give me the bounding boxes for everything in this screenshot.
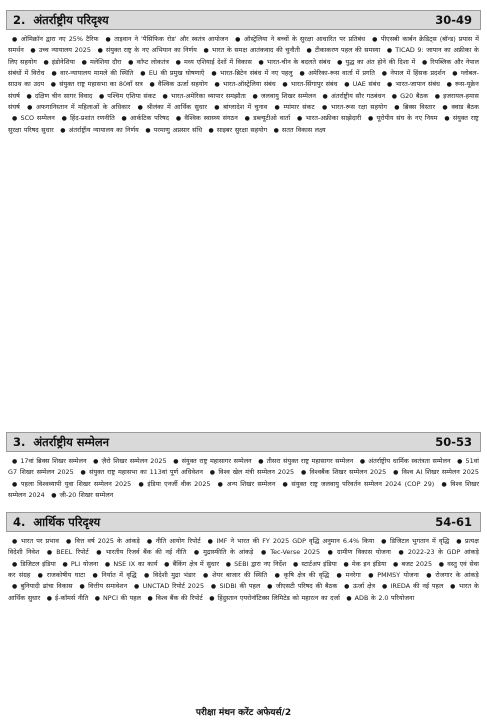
topic-item: ● म्यांमार संकट [270,103,314,111]
topic-item: ● UNCTAD रिपोर्ट 2025 [130,582,204,590]
topic-item: ● बैंकिंग क्षेत्र में सुधार [160,560,219,568]
topic-item: ● मुद्रास्फीति के आंकड़े [190,548,254,556]
topic-item: ● श्रीलंका में आर्थिक सुधार [134,103,207,111]
topic-item: ● परमाणु अप्रसार संधि [141,126,202,134]
topic-item: ● डब्ल्यूटीओ वार्ता [241,114,291,122]
section-pages: 50-53 [435,435,472,449]
topic-item: ● भारतीय रिजर्व बैंक की नई नीति [92,548,186,556]
topic-item: ● जी-20 शिखर सम्मेलन [47,491,113,499]
topic-item: ● 51वां G7 शिखर सम्मेलन 2025 [8,457,479,476]
topic-item: ● विश्व बैंक की रिपोर्ट [144,594,203,602]
topic-item: ● PMMSY योजना [364,571,419,579]
section-title: 4. आर्थिक परिदृश्य [13,514,101,529]
section-title: 3. अंतर्राष्ट्रीय सम्मेलन [13,434,110,449]
topic-item: ● IMF ने भारत की FY 2025 GDP वृद्धि अनुमान 6.4% किया [204,537,374,545]
topic-item: ● रूस-यूक्रेन संघर्ष [8,80,479,99]
section-pages: 54-61 [435,515,472,529]
topic-item: ● मेक इन इंडिया [339,560,386,568]
topic-item: ● वस्तु एवं सेवा कर संग्रह [8,560,479,579]
topic-item: ● इंडिया एनर्जी वीक 2025 [134,480,210,488]
topic-item: ● NPCI की पहल [91,594,141,602]
topic-item: ● वित्तीय समावेशन [76,582,128,590]
topic-item: ● Tec-Verse 2025 [257,548,320,556]
topic-item: ● नीति आयोग रिपोर्ट [143,537,201,545]
section-header-international-scenario [6,10,481,30]
topic-item: ● G20 बैठक [388,92,428,100]
topic-item: ● रिपब्लिक और नेपाल संबंधों में विरोध [8,58,479,77]
topic-item: ● वित्त वर्ष 2025 के आंकड़े [62,537,140,545]
topic-item: ● मलेशिया दौरा [78,58,122,66]
topic-item: ● स्टार्टअप इंडिया [289,560,337,568]
topic-item: ● बजट 2025 [389,560,432,568]
topic-item: ● विश्व AI शिखर सम्मेलन 2025 [389,468,479,476]
topic-item: ● भारत-ब्रिटेन संबंध में नए पहलु [207,69,292,77]
topic-item: ● अन्य शिखर सम्मेलन [214,480,276,488]
topic-item: ● युद्ध का अंत होने की दिशा में [333,58,415,66]
topic-item: ● भारत-रूस रक्षा सहयोग [318,103,387,111]
topic-item: ● ग्रामीण विकास योजना [324,548,391,556]
topic-item: ● बांग्लादेश में चुनाव [210,103,267,111]
topic-item: ● वार-न्यायालय मामले की स्थिति [48,69,134,77]
topic-item: ● मध्य एशियाई देशों में विकास [172,58,252,66]
topic-item: ● ऑस्ट्रेलिया ने बच्चों के सुरक्षा आधारित पर प्रतिबंध [231,35,365,43]
topic-item: ● राजकोषीय घाटा [34,571,85,579]
topic-item: ● ताइवान ने 'पैसिफिक रोड' और स्वतंत्र आयोजन [101,35,228,43]
topic-item: ● तीसरा संयुक्त राष्ट्र महासागर सम्मेलन [254,457,353,465]
topic-item: ● भारत के समक्ष आतंकवाद की चुनौती [199,46,299,54]
topic-item: ● SCO सम्मेलन [8,114,55,122]
topic-item: ● रोजगार के आंकड़े [422,571,479,579]
topic-item: ● ग्लोबल-साउथ का उदय [8,69,479,88]
topic-item: ● NSE IX का कार्य [101,560,158,568]
topic-item: ● प्रत्यक्ष विदेशी निवेश [8,537,479,556]
topic-item: ● साइबर सुरक्षा सहयोग [205,126,268,134]
topic-item: ● ब्रिक्स विस्तार [390,103,435,111]
section-pages: 30-49 [435,13,472,27]
topic-item: ● मनरेगा [332,571,360,579]
topic-item: ● पहला विश्वव्यापी युवा शिखर सम्मेलन 2025 [8,480,131,488]
page-footer: परीक्षा मंथन करेंट अफेयर्स/2 [195,707,292,718]
topic-item: ● TICAD 9: जापान का अफ्रीका के लिए सहयोग [8,46,479,65]
topic-item: ● डिजिटल भुगतान में वृद्धि [377,537,449,545]
topic-item: ● विश्वबैंक शिखर सम्मेलन 2025 [297,468,386,476]
section-body-international-scenario [8,34,479,426]
topic-item: ● ऊर्जा क्षेत्र [340,582,375,590]
topic-item: ● जलवायु शिखर सम्मेलन [248,92,315,100]
topic-item: ● भारत-अफ्रीका साझेदारी [293,114,361,122]
topic-item: ● अफगानिस्तान में महिलाओं के अधिकार [23,103,130,111]
topic-item: ● कृषि क्षेत्र की वृद्धि [271,571,330,579]
topic-item: ● विश्व खेल मंत्री सम्मेलन 2025 [206,468,294,476]
topic-item: ● संयुक्त राष्ट्र महासागर सम्मेलन [169,457,251,465]
topic-item: ● IREDA की नई पहल [378,582,443,590]
topic-item: ● निर्यात में वृद्धि [88,571,136,579]
topic-item: ● संयुक्त राष्ट्र सुरक्षा परिषद सुधार [8,114,479,133]
topic-item: ● भारत के आर्थिक सुधार [8,582,479,601]
topic-item: ● EU की प्रमुख घोषणाएँ [136,69,204,77]
topic-item: ● कॉप्ट लोकतंत्र [124,58,169,66]
topic-item: ● 2022-23 के GDP आंकड़े [395,548,479,556]
topic-item: ● संयुक्त राष्ट्र महासभा का 80वाँ सत्र [47,80,143,88]
topic-item: ● ज़ैरो शिखर सम्मेलन 2025 [89,457,166,465]
topic-item: ● भारत-सिंगापुर संबंध [278,80,337,88]
topic-item: ● वैश्विक स्वास्थ्य संगठन [172,114,238,122]
topic-item: ● 17वां ब्रिक्स शिखर सम्मेलन [8,457,87,465]
topic-item: ● हिंदुस्तान एयरोनॉटिक्स लिमिटेड को महारत्न का दर्जा [205,594,340,602]
topic-item: ● SIDBI की पहल [207,582,260,590]
topic-item: ● सतत विकास लक्ष्य [270,126,326,134]
topic-item: ● विदेशी मुद्रा भंडार [140,571,196,579]
topic-item: ● विश्व शिखर सम्मेलन 2024 [8,480,479,499]
topic-item: ● भारत पर प्रभाव [8,537,59,545]
section-body-international-conferences [8,456,479,508]
topic-item: ● यूरोपीय संघ के नए नियम [364,114,438,122]
topic-item: ● शेयर बाजार की स्थिति [199,571,267,579]
topic-item: ● टीकाकरण पहल की समस्या [303,46,381,54]
topic-item: ● दक्षिण चीन सागर विवाद [22,92,92,100]
topic-item: ● SEBI द्वारा नए निर्देश [222,560,287,568]
topic-item: ● उच्च न्यायालय 2025 [26,46,91,54]
topic-item: ● संयुक्त राष्ट्र के नए अभियान का निर्णय [94,46,197,54]
topic-item: ● क्वाड बैठक [438,103,479,111]
section-header-international-conferences [6,432,481,452]
topic-item: ● PLI योजना [58,560,98,568]
topic-item: ● नेपाल में हिंसक प्रदर्शन [378,69,446,77]
topic-item: ● अंतर्राष्ट्रीय न्यायालय का निर्णय [56,126,138,134]
topic-item: ● इजरायल-हमास संघर्ष [8,92,479,111]
topic-item: ● वैश्विक ऊर्जा सहयोग [146,80,208,88]
topic-item: ● अंतर्राष्ट्रीय धार्मिक स्वतंत्रता सम्मेलन [356,457,451,465]
topic-item: ● संयुक्त राष्ट्र जलवायु परिवर्तन सम्मेलन 2024 (COP 29) [278,480,434,488]
topic-item: ● ई-कॉमर्स नीति [43,594,88,602]
topic-item: ● ADB के 2.0 परियोजना [342,594,414,602]
topic-item: ● पीएसबी कार्बन क्रेडिट्स (बॉन्ड) प्रयास में समर्थन [8,35,479,54]
topic-item: ● UAE संबंध [340,80,380,88]
topic-item: ● पश्चिम एशिया संकट [95,92,156,100]
topic-item: ● हिंद-प्रशांत रणनीति [58,114,115,122]
section-title: 2. अंतर्राष्ट्रीय परिदृश्य [13,12,109,27]
topic-item: ● अंतर्राष्ट्रीय सौर गठबंधन [319,92,386,100]
topic-item: ● ओमिक्रॉन द्वारा नए 25% टैरिफ [8,35,98,43]
section-body-economic-scenario [8,536,479,700]
topic-item: ● डिजिटल इंडिया [8,560,56,568]
topic-item: ● बुनियादी ढांचा विकास [8,582,73,590]
topic-item: ● भारत-चीन के बदलते संबंध [254,58,330,66]
topic-item: ● इंडोनेशिया [39,58,74,66]
topic-item: ● भारत-ऑस्ट्रेलिया संबंध [210,80,275,88]
topic-item: ● अमेरिका-रूस वार्ता में प्रगति [296,69,375,77]
section-header-economic-scenario [6,512,481,532]
topic-item: ● आर्कटिक परिषद [118,114,170,122]
topic-item: ● भारत-जापान संबंध [383,80,440,88]
topic-item: ● भारत-अमेरिका व्यापार समझौता [158,92,245,100]
topic-item: ● BEEL रिपोर्ट [43,548,89,556]
topic-item: ● जीएसटी परिषद की बैठक [263,582,337,590]
topic-item: ● संयुक्त राष्ट्र महासभा का 113वां पूर्ण अधिवेशन [77,468,203,476]
